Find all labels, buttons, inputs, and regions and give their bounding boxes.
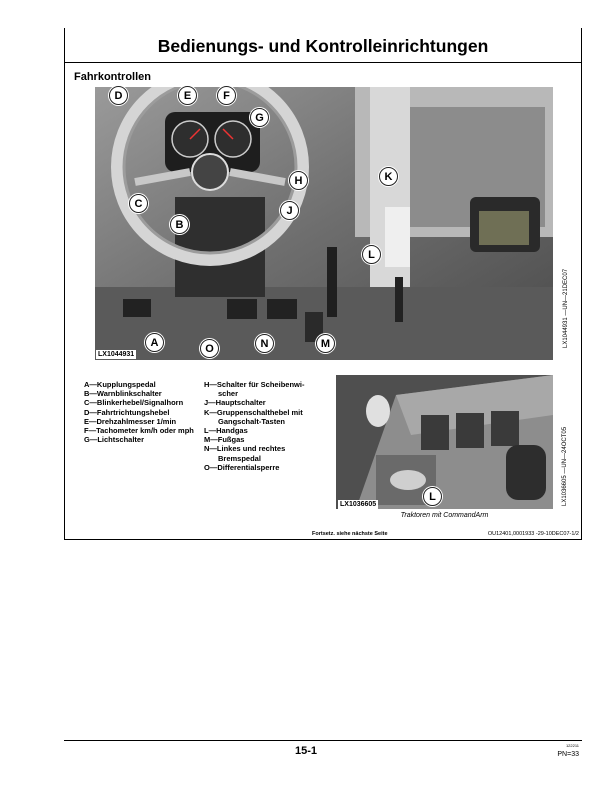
- callout-n: N: [255, 334, 274, 353]
- callout-o: O: [200, 339, 219, 358]
- arm-photo-id: LX1036605: [340, 501, 377, 508]
- callout-l: L: [362, 245, 381, 264]
- arm-callout-l: L: [423, 487, 442, 506]
- footer-pn: PN=33: [557, 751, 579, 758]
- callout-h: H: [289, 171, 308, 190]
- arm-photo-caption: Traktoren mit CommandArm: [400, 512, 489, 519]
- page-number: 15-1: [294, 745, 318, 757]
- legend-item: F—Tachometer km/h oder mph: [84, 426, 194, 436]
- legend-item: N—Linkes und rechtes: [204, 444, 286, 454]
- cab-photo: [95, 87, 553, 360]
- legend-item: O—Differentialsperre: [204, 462, 280, 472]
- arm-photo-side-ref: LX1036605 —UN—24OCT05: [562, 426, 568, 506]
- legend-item: L—Handgas: [204, 426, 248, 436]
- commandarm-illustration: [336, 375, 553, 509]
- legend-item: H—Schalter für Scheibenwi-: [204, 380, 305, 389]
- legend-item: M—Fußgas: [204, 435, 245, 445]
- callout-b: B: [170, 215, 189, 234]
- main-photo-id: LX1044931: [98, 351, 135, 358]
- legend-item: J—Hauptschalter: [204, 398, 266, 408]
- callout-c: C: [129, 194, 148, 213]
- legend-item: C—Blinkerhebel/Signalhorn: [84, 398, 184, 408]
- legend-item-continuation: scher: [218, 389, 239, 399]
- legend-item: E—Drehzahlmesser 1/min: [84, 416, 177, 426]
- callout-e: E: [178, 86, 197, 105]
- legend-item: D—Fahrtrichtungshebel: [84, 407, 170, 417]
- callout-k: K: [379, 167, 398, 186]
- document-reference: OU12401,0001933 -29-10DEC07-1/2: [487, 531, 579, 537]
- legend-item-continuation: Gangschalt-Tasten: [218, 416, 285, 426]
- legend-item-continuation: Bremspedal: [218, 453, 261, 463]
- callout-d: D: [109, 86, 128, 105]
- callout-m: M: [316, 334, 335, 353]
- legend-item: K—Gruppenschalthebel mit: [204, 407, 303, 417]
- callout-g: G: [250, 108, 269, 127]
- legend-column-2: [204, 380, 324, 472]
- legend-column-1: [84, 380, 204, 444]
- legend-item: A—Kupplungspedal: [84, 380, 156, 389]
- callout-a: A: [145, 333, 164, 352]
- page-title-text: Bedienungs- und Kontrolleinrichtungen: [157, 36, 489, 56]
- main-photo-side-ref: LX1044931 —UN—21DEC07: [563, 268, 569, 348]
- cab-photo-illustration: [95, 87, 553, 360]
- page-title: [64, 28, 582, 62]
- footer-date: 122211: [565, 743, 579, 748]
- commandarm-photo: [336, 375, 553, 509]
- legend-item: B—Warnblinkschalter: [84, 389, 162, 399]
- legend-item: G—Lichtschalter: [84, 435, 145, 445]
- callout-j: J: [280, 201, 299, 220]
- callout-f: F: [217, 86, 236, 105]
- footer-divider: [64, 740, 582, 741]
- section-heading: Fahrkontrollen: [74, 71, 152, 83]
- continued-note: Fortsetz. siehe nächste Seite: [312, 531, 388, 537]
